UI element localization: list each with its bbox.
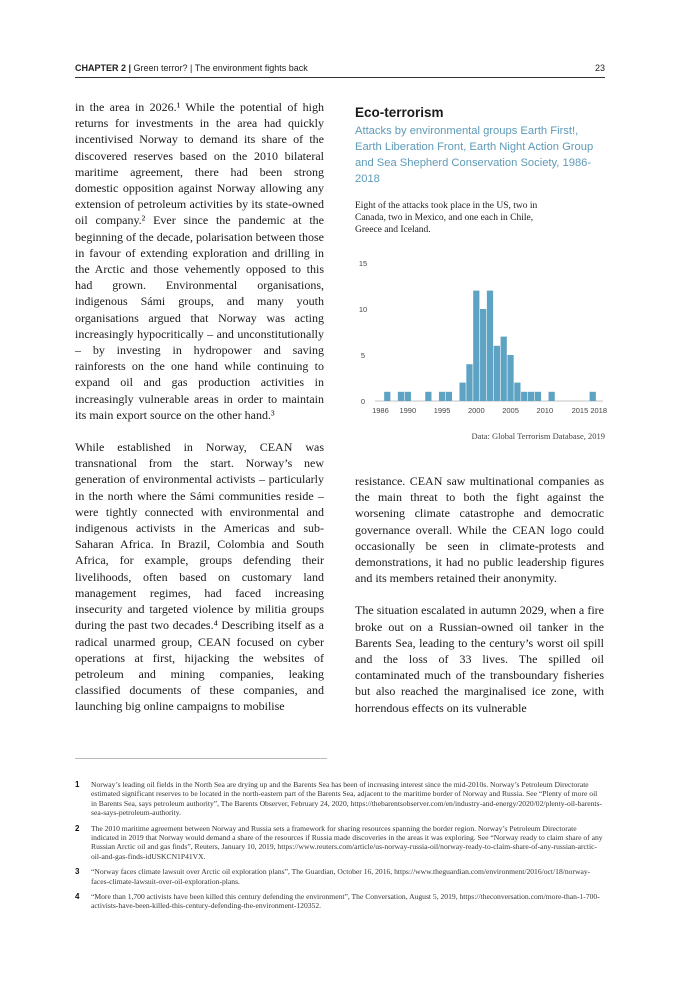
box-note: Eight of the attacks took place in the US, two in Canada, two in Mexico, and one each in Chile, Greece and Iceland.: [355, 201, 538, 235]
bar-2000: [473, 291, 479, 401]
footnote-number: 4: [75, 892, 80, 902]
bar-2007: [521, 392, 527, 401]
bar-2003: [494, 346, 500, 401]
bar-2011: [549, 392, 555, 401]
footnote-text: “More than 1,700 activists have been killed this century defending the environment”, The Conversation, August 5, 2019, https://theconversation.com/more-than-1-700-activists-have-been-killed-this-century-defending-the-environment-120352.: [91, 892, 600, 911]
right-column: [355, 473, 604, 732]
left-column: [75, 99, 324, 731]
bar-2004: [501, 337, 507, 401]
footnote-text: “Norway faces climate lawsuit over Arctic oil exploration plans”, The Guardian, October 16, 2016, https://www.theguardian.com/environment/2016/oct/18/norway-faces-climate-lawsuit-over-oil-exploration-plans.: [91, 867, 591, 886]
chapter-title: Green terror? | The environment fights back: [131, 63, 308, 73]
bar-2006: [514, 383, 520, 401]
footnote-number: 3: [75, 867, 80, 877]
box-subtitle: Attacks by environmental groups Earth First!, Earth Liberation Front, Earth Night Action Group and Sea Shepherd Conservation Society, 1986-2018: [355, 125, 594, 185]
footnotes: [75, 780, 605, 917]
footnote-number: 2: [75, 823, 80, 833]
running-header: [75, 63, 605, 77]
x-tick-label: 2000: [467, 406, 485, 415]
chart-source: Data: Global Terrorism Database, 2019: [471, 431, 605, 441]
paragraph: resistance. CEAN saw multinational companies as the main threat to both the fight against the worsening climate catastrophe and democratic governance overall. While the CEAN logo could occasionally be seen in climate-protests and demonstrations, it had no public leadership figures and its members retained their anonymity.: [355, 474, 604, 586]
footnote-number: 1: [75, 780, 80, 789]
attacks-bar-chart: [345, 255, 610, 420]
x-tick-label: 2005: [502, 406, 519, 415]
x-tick-label: 2015 2018: [571, 406, 608, 415]
x-tick-label: 2010: [536, 406, 554, 415]
page-number: 23: [594, 63, 605, 73]
footnote: [75, 892, 605, 911]
bar-1996: [446, 392, 452, 401]
x-tick-label: 1995: [433, 406, 451, 415]
bar-2005: [507, 355, 513, 401]
box-title: Eco-terrorism: [355, 105, 444, 120]
footnote-text: Norway’s leading oil fields in the North Sea are drying up and the Barents Sea has been of increasing interest since the mid-2010s. Norway’s Petroleum Directorate estimated significant reserves to be located in the north-eastern part of the Barents Sea, adjacent to the maritime border of Norway and Russia. See “Plenty of more oil in Barents Sea, says petroleum authority”, The Barents Observer, February 24, 2020, https://thebarentsobserver.com/en/industry-and-energy/2020/02/plenty-oil-barents-sea-says-petroleum-authority.: [91, 780, 603, 818]
footnote: [75, 867, 605, 886]
footnote: [75, 780, 605, 818]
footnote-rule: [75, 758, 327, 759]
bar-1998: [459, 383, 465, 401]
footnote-text: The 2010 maritime agreement between Norway and Russia sets a framework for sharing resources spanning the border region. Norway’s Petroleum Directorate indicated in 2019 that Norway would demand a share of the resources if Russia made discoveries in the areas it was exploring. See “Norway ready to claim share of any Russian Arctic oil and gas finds”, Reuters, January 10, 2019, https://www.reuters.com/article/us-norway-russia-oil/norway-ready-to-claim-share-of-any-russian-arctic-oil-and-gas-finds-idUSKCN1P41VX.: [91, 823, 603, 861]
paragraph: The situation escalated in autumn 2029, when a fire broke out on a Russian-owned oil tanker in the Barents Sea, leading to the century’s worst oil spill and the loss of 33 lives. The spilled oil contaminated much of the transboundary fisheries but also reached the marginalised ice zone, with horrendous effects on its vulnerable: [355, 603, 604, 715]
bar-1993: [425, 392, 431, 401]
y-tick-label: 5: [360, 351, 366, 360]
bar-1995: [439, 392, 445, 401]
bar-1999: [466, 364, 472, 401]
bar-2001: [480, 309, 486, 401]
y-tick-label: 15: [358, 259, 368, 268]
bar-1987: [384, 392, 390, 401]
header-rule: [75, 77, 605, 78]
x-tick-label: 1986: [372, 406, 389, 415]
bar-2008: [528, 392, 534, 401]
bar-1990: [405, 392, 411, 401]
paragraph: While established in Norway, CEAN was transnational from the start. Norway’s new generation of environmental activists – particularly in the north where the Sámi communities reside – were tightly connected with environmental and indigenous activists in the Americas and sub-Saharan Africa. In Brazil, Colombia and South Africa, for example, groups defending their livelihoods, often based on customary land management regimes, had faced increasing insecurity and targeted violence by militia groups during the past two decades.⁴ Describing itself as a radical unarmed group, CEAN focused on cyber operations at first, hijacking the websites of petroleum and mining companies, leaking classified documents of these companies, and launching big online campaigns to mobilise: [75, 440, 324, 714]
bar-2017: [590, 392, 596, 401]
chapter-label: CHAPTER 2 |: [75, 63, 132, 73]
bar-2009: [535, 392, 541, 401]
y-tick-label: 0: [360, 397, 366, 406]
x-tick-label: 1990: [399, 406, 417, 415]
y-tick-label: 10: [358, 305, 368, 314]
bar-2002: [487, 291, 493, 401]
paragraph: in the area in 2026.¹ While the potential of high returns for investments in the area had quickly incentivised Norway to demand its share of the discovered reserves based on the 2010 bilateral maritime agreement, there had been strong domestic opposition against Norway allowing any extension of petroleum activities by its state-owned oil company.² Ever since the pandemic at the beginning of the decade, polarisation between those in favour of extending exploration and drilling in the Arctic and those vehemently opposed to this had grown. Environmental organisations, indigenous Sámi groups, and many youth organisations argued that Norway was acting increasingly hypocritically – and unconstitutionally – by investing in hydropower and saving rainforests on the one hand while continuing to expand oil and gas production activities in increasingly vulnerable areas in order to maintain its main export source on the other hand.³: [75, 100, 324, 422]
eco-terrorism-box: [355, 105, 605, 236]
footnote: [75, 824, 605, 862]
bar-1989: [398, 392, 404, 401]
